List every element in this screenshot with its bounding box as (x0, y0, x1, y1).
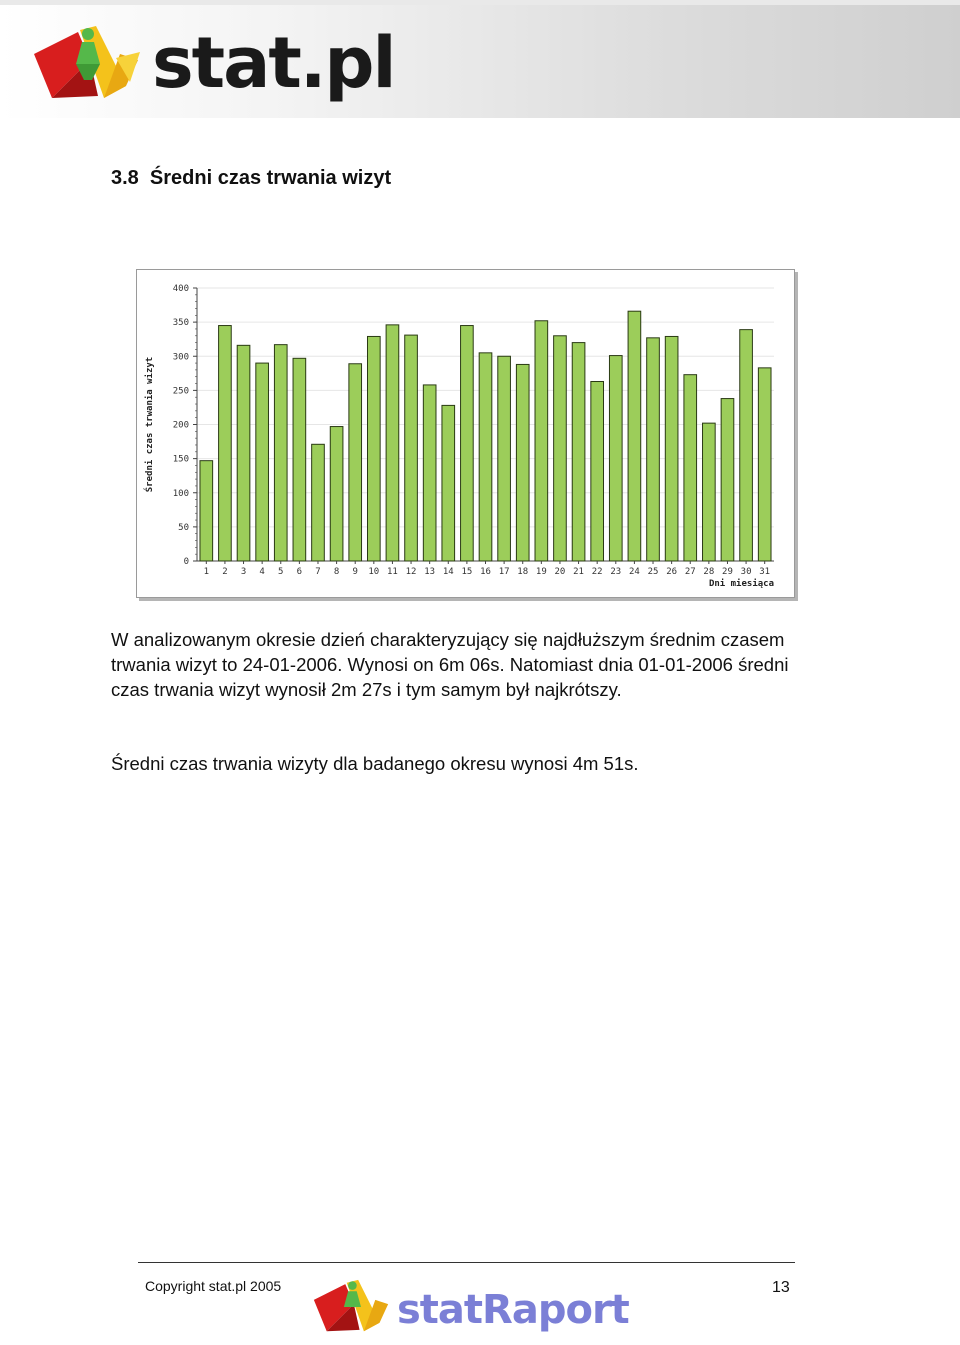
y-tick-label: 400 (172, 284, 189, 294)
bar-day-27 (684, 375, 697, 561)
x-tick-label: 28 (703, 567, 715, 577)
x-tick-label: 2 (222, 567, 228, 577)
y-tick-label: 0 (183, 557, 189, 567)
y-axis-title: Średni czas trwania wizyt (145, 356, 155, 493)
bar-day-18 (516, 364, 529, 561)
x-tick-label: 9 (352, 567, 358, 577)
x-tick-label: 30 (740, 567, 752, 577)
bar-day-25 (647, 338, 660, 561)
bar-day-16 (479, 353, 492, 561)
stat-raport-logo-text: statRaport (397, 1287, 629, 1333)
bar-day-26 (665, 336, 678, 561)
paragraph-summary: W analizowanym okresie dzień charakteryzujący się najdłuższym średnim czasem trwania wizyt to 24-01-2006. Wynosi on 6m 06s. Natomiast dnia 01-01-2006 średni czas trwania wizyt wynosił 2m 27s i tym samym był najkrótszy. (111, 629, 789, 700)
x-tick-label: 29 (722, 567, 733, 577)
bar-chart (137, 270, 794, 597)
y-tick-label: 350 (172, 318, 189, 329)
bar-day-8 (330, 427, 343, 561)
x-tick-label: 10 (368, 567, 380, 577)
bar-day-4 (256, 363, 269, 561)
bar-day-10 (367, 336, 380, 561)
x-tick-label: 7 (315, 567, 321, 577)
y-tick-label: 250 (172, 386, 189, 397)
y-tick-label: 50 (178, 522, 189, 533)
bar-day-6 (293, 358, 306, 561)
bar-day-7 (312, 444, 325, 561)
bar-day-1 (200, 461, 213, 561)
chart-frame (136, 269, 795, 598)
bar-day-12 (405, 335, 418, 561)
bar-day-21 (572, 343, 585, 561)
paragraph-average: Średni czas trwania wizyty dla badanego okresu wynosi 4m 51s. (111, 753, 639, 774)
header-top-strip (0, 0, 960, 5)
y-tick-label: 100 (172, 488, 189, 499)
x-tick-label: 25 (647, 567, 659, 577)
bar-day-9 (349, 364, 362, 561)
x-tick-label: 31 (759, 567, 771, 577)
x-tick-label: 13 (424, 567, 436, 577)
brand-logo-text: stat.pl (152, 22, 395, 104)
y-tick-label: 300 (172, 352, 189, 363)
x-tick-label: 24 (628, 567, 640, 577)
bar-day-29 (721, 399, 734, 561)
x-tick-label: 8 (333, 567, 340, 577)
copyright-text: Copyright stat.pl 2005 (145, 1278, 282, 1294)
x-tick-label: 3 (240, 567, 247, 577)
bar-day-30 (740, 330, 753, 561)
bar-day-23 (609, 356, 622, 561)
x-tick-label: 26 (666, 567, 678, 577)
x-tick-label: 16 (480, 567, 491, 577)
x-tick-label: 5 (278, 567, 284, 577)
x-tick-label: 20 (554, 567, 566, 577)
y-tick-label: 200 (172, 420, 189, 431)
section-title: 3.8 Średni czas trwania wizyt (111, 167, 392, 189)
x-tick-label: 6 (296, 567, 303, 577)
bar-day-13 (423, 385, 436, 561)
bar-day-11 (386, 325, 399, 561)
x-tick-label: 18 (517, 567, 529, 577)
bar-day-14 (442, 405, 455, 561)
bar-day-19 (535, 321, 548, 561)
x-tick-label: 11 (387, 567, 398, 577)
bar-day-17 (498, 356, 511, 561)
x-tick-label: 19 (535, 567, 547, 577)
y-tick-label: 150 (172, 454, 189, 465)
footer-divider (138, 1262, 795, 1263)
x-tick-label: 22 (591, 567, 603, 577)
stat-raport-logo-icon (311, 1277, 391, 1337)
x-tick-label: 21 (573, 567, 584, 577)
x-tick-label: 1 (203, 567, 210, 577)
x-tick-label: 27 (684, 567, 696, 577)
page-number: 13 (772, 1279, 790, 1296)
bar-day-3 (237, 345, 250, 561)
x-tick-label: 4 (259, 567, 265, 577)
bar-day-31 (758, 368, 771, 561)
bar-day-24 (628, 311, 641, 561)
x-axis-title: Dni miesiąca (708, 579, 774, 589)
x-tick-label: 15 (461, 567, 473, 577)
x-tick-label: 23 (610, 567, 622, 577)
x-tick-label: 14 (442, 567, 454, 577)
bar-day-5 (274, 345, 287, 561)
stat-pl-logo-icon (30, 24, 142, 104)
bar-day-28 (703, 423, 716, 561)
bar-day-2 (219, 326, 232, 561)
x-tick-label: 17 (498, 567, 510, 577)
page-header (0, 0, 960, 118)
bar-day-20 (554, 336, 567, 561)
bar-day-22 (591, 382, 604, 561)
bar-day-15 (461, 326, 474, 561)
x-tick-label: 12 (405, 567, 417, 577)
